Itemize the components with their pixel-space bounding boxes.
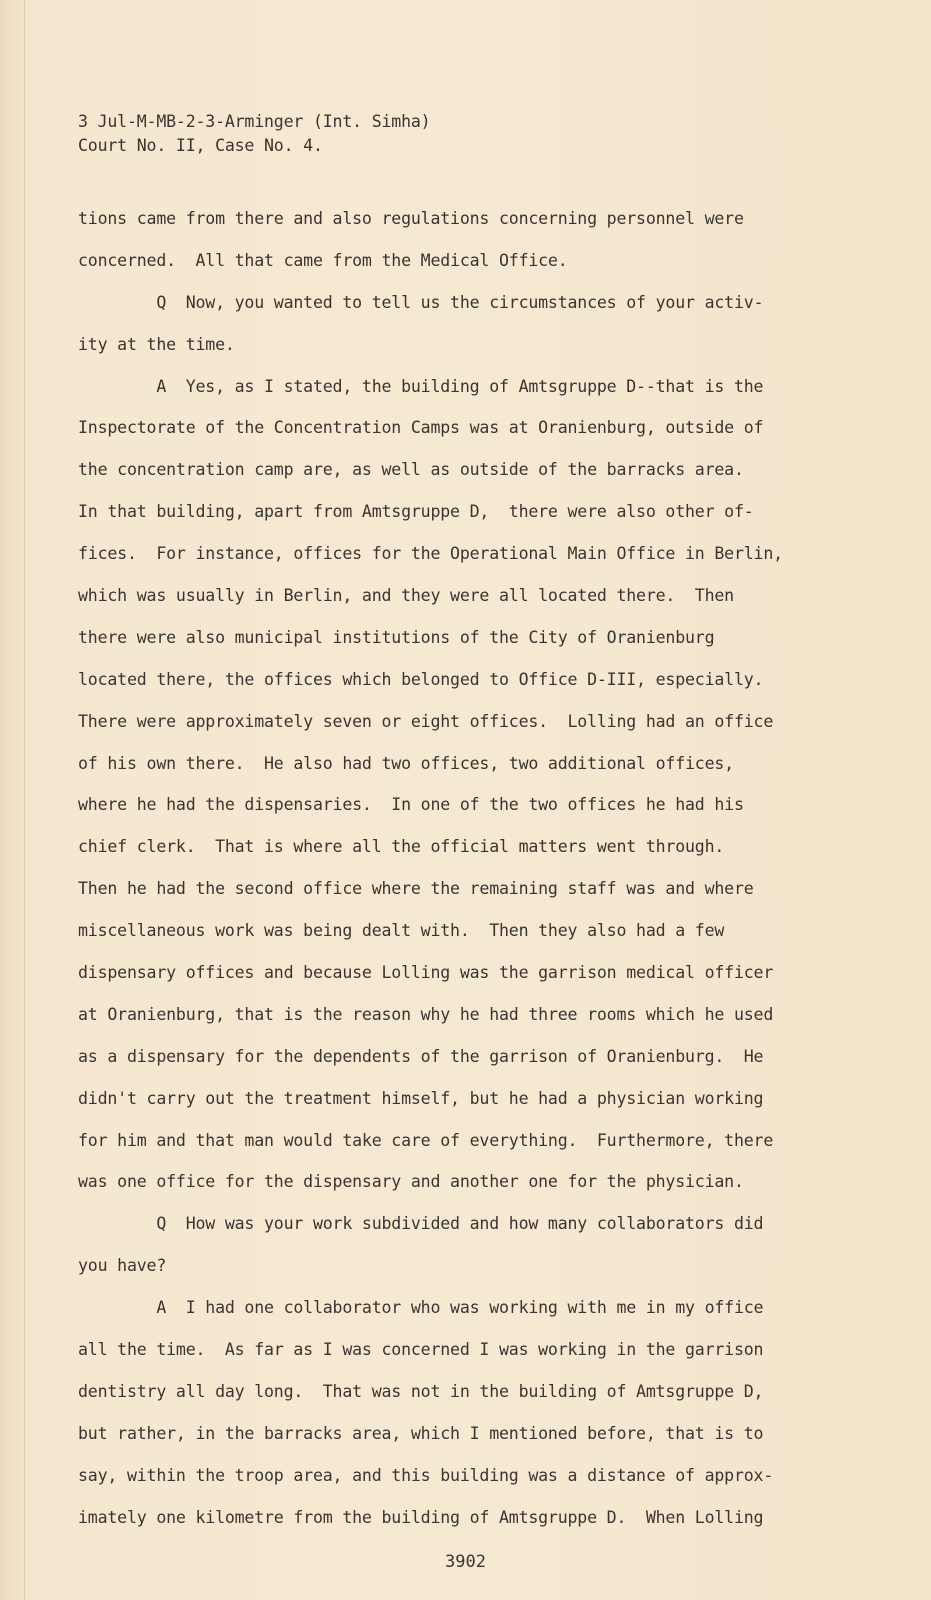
text-line: at Oranienburg, that is the reason why he had three rooms which he used [78, 1004, 774, 1024]
transcript-body [78, 198, 838, 1539]
text-line: dispensary offices and because Lolling was the garrison medical officer [78, 963, 774, 983]
text-line: which was usually in Berlin, and they were all located there. Then [78, 586, 734, 606]
text-line: Q How was your work subdivided and how many collaborators did [78, 1214, 764, 1234]
text-line: where he had the dispensaries. In one of the two offices he had his [78, 795, 744, 815]
text-line: for him and that man would take care of everything. Furthermore, there [78, 1130, 774, 1150]
text-line: Q Now, you wanted to tell us the circumstances of your activ- [78, 292, 764, 312]
header-line-1: 3 Jul-M-MB-2-3-Arminger (Int. Simha) [78, 112, 431, 131]
text-line: In that building, apart from Amtsgruppe D, there were also other of- [78, 502, 754, 522]
text-line: didn't carry out the treatment himself, but he had a physician working [78, 1088, 764, 1108]
text-line: chief clerk. That is where all the official matters went through. [78, 837, 725, 857]
text-line: A I had one collaborator who was working with me in my office [78, 1298, 764, 1318]
text-line: fices. For instance, offices for the Operational Main Office in Berlin, [78, 544, 783, 564]
text-line: the concentration camp are, as well as outside of the barracks area. [78, 460, 744, 480]
page-edge [24, 0, 25, 1600]
text-line: ity at the time. [78, 334, 235, 354]
text-line: was one office for the dispensary and another one for the physician. [78, 1172, 744, 1192]
text-line: Then he had the second office where the remaining staff was and where [78, 879, 754, 899]
text-line: there were also municipal institutions of the City of Oranienburg [78, 627, 715, 647]
document-text [78, 110, 838, 1539]
text-line: all the time. As far as I was concerned I was working in the garrison [78, 1340, 764, 1360]
text-line: concerned. All that came from the Medical Office. [78, 250, 568, 270]
text-line: say, within the troop area, and this building was a distance of approx- [78, 1465, 774, 1485]
text-line: Inspectorate of the Concentration Camps was at Oranienburg, outside of [78, 418, 764, 438]
text-line: dentistry all day long. That was not in the building of Amtsgruppe D, [78, 1381, 764, 1401]
text-line: There were approximately seven or eight offices. Lolling had an office [78, 711, 774, 731]
text-line: as a dispensary for the dependents of the garrison of Oranienburg. He [78, 1046, 764, 1066]
text-line: tions came from there and also regulations concerning personnel were [78, 209, 744, 228]
text-line: of his own there. He also had two offices, two additional offices, [78, 753, 734, 773]
text-line: but rather, in the barracks area, which I mentioned before, that is to [78, 1423, 764, 1443]
text-line: imately one kilometre from the building of Amtsgruppe D. When Lolling [78, 1507, 764, 1527]
text-line: miscellaneous work was being dealt with. Then they also had a few [78, 921, 725, 941]
page-number: 3902 [445, 1552, 486, 1572]
text-line: you have? [78, 1256, 167, 1276]
header-line-2: Court No. II, Case No. 4. [78, 136, 323, 155]
text-line: located there, the offices which belonged to Office D-III, especially. [78, 669, 764, 689]
text-line: A Yes, as I stated, the building of Amtsgruppe D--that is the [78, 376, 764, 396]
